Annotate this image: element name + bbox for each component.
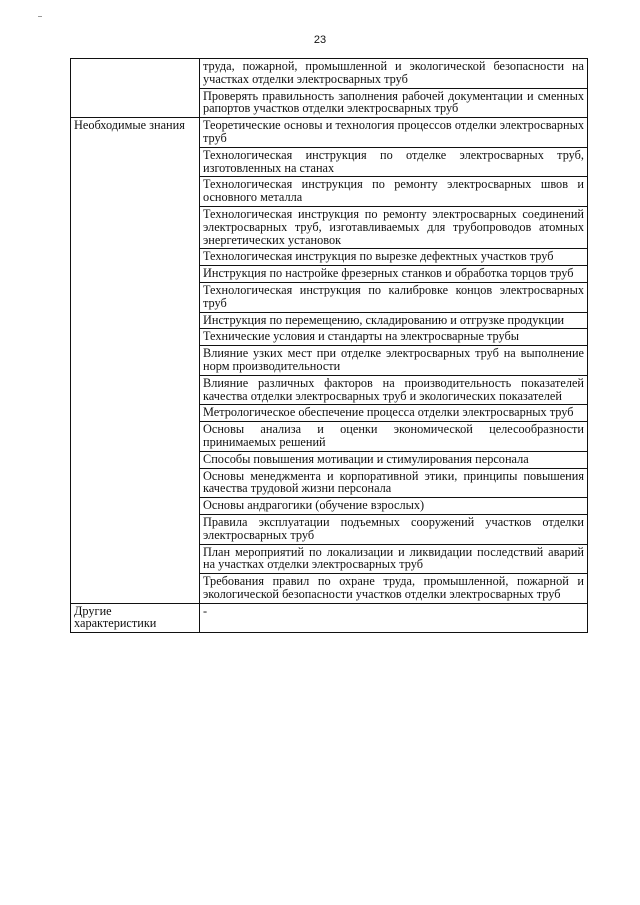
section-label [71,59,200,118]
table-row [71,118,588,148]
requirement-item: Правила эксплуатации подъемных сооружений участков отделки электросварных труб [200,514,588,544]
requirement-item: Влияние узких мест при отделке электросварных труб на выполнение норм производительности [200,346,588,376]
page-number: 23 [313,34,327,46]
table-row [71,59,588,89]
requirement-item: - [200,603,588,633]
requirement-item: Технологическая инструкция по ремонту электросварных швов и основного металла [200,177,588,207]
requirement-item: труда, пожарной, промышленной и экологической безопасности на участках отделки электросварных труб [200,59,588,89]
requirement-item: Влияние различных факторов на производительность показателей качества отделки электросварных труб и экологических показателей [200,375,588,405]
requirement-item: Технологическая инструкция по ремонту электросварных соединений электросварных труб, изготавливаемых для трубопроводов атомных энергетических установок [200,206,588,248]
requirement-item: Проверять правильность заполнения рабочей документации и сменных рапортов участков отделки электросварных труб [200,88,588,118]
requirement-item: План мероприятий по локализации и ликвидации последствий аварий на участках отделки электросварных труб [200,544,588,574]
requirement-item: Технологическая инструкция по отделке электросварных труб, изготовленных на станах [200,147,588,177]
requirement-item: Теоретические основы и технология процессов отделки электросварных труб [200,118,588,148]
requirement-item: Технические условия и стандарты на электросварные трубы [200,329,588,346]
section-label: Необходимые знания [71,118,200,604]
requirement-item: Способы повышения мотивации и стимулирования персонала [200,451,588,468]
requirement-item: Требования правил по охране труда, промышленной, пожарной и экологической безопасности участков отделки электросварных труб [200,574,588,604]
requirement-item: Основы анализа и оценки экономической целесообразности принимаемых решений [200,422,588,452]
requirement-item: Технологическая инструкция по калибровке концов электросварных труб [200,282,588,312]
section-label: Другие характеристики [71,603,200,633]
requirement-item: Основы менеджмента и корпоративной этики, принципы повышения качества трудовой жизни персонала [200,468,588,498]
table-row [71,603,588,633]
requirement-item: Метрологическое обеспечение процесса отделки электросварных труб [200,405,588,422]
requirement-item: Инструкция по перемещению, складированию и отгрузке продукции [200,312,588,329]
requirements-table-body [71,59,588,633]
scan-mark [38,16,42,17]
requirement-item: Технологическая инструкция по вырезке дефектных участков труб [200,249,588,266]
requirements-table [70,58,588,633]
requirement-item: Основы андрагогики (обучение взрослых) [200,498,588,515]
requirement-item: Инструкция по настройке фрезерных станков и обработка торцов труб [200,266,588,283]
